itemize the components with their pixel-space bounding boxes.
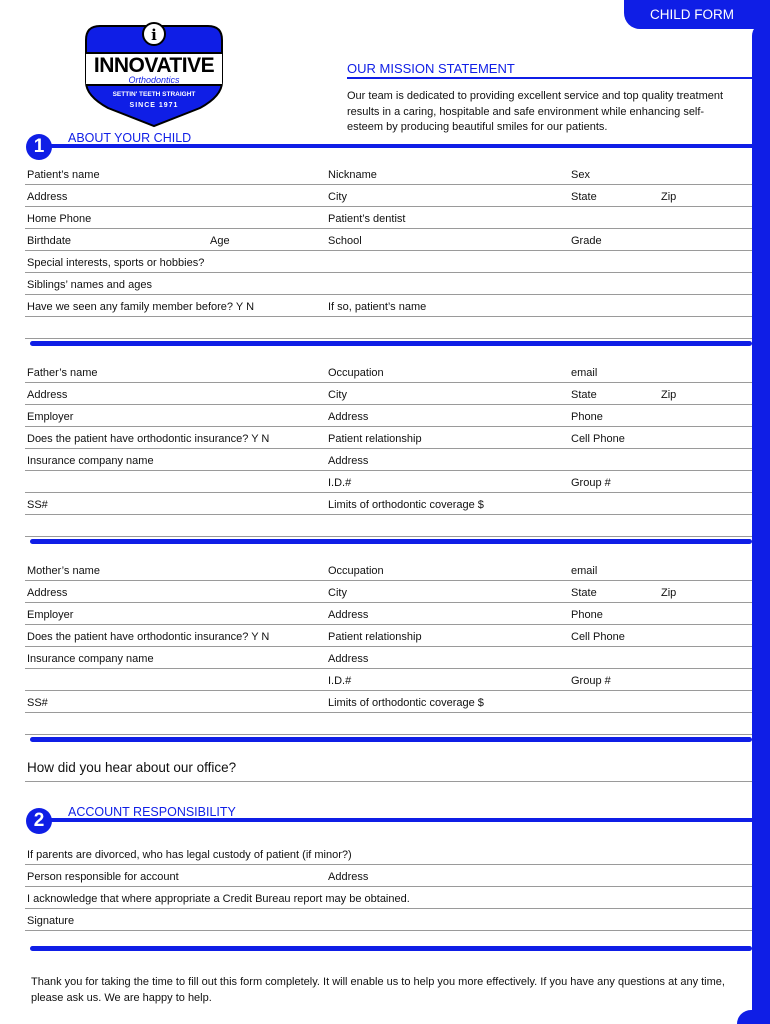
field-label: Have we seen any family member before? Y N [27, 301, 255, 313]
field-label: Address [27, 389, 68, 401]
field-label: Occupation [328, 565, 384, 577]
field-line [25, 781, 752, 782]
field-label: City [328, 587, 347, 599]
corner-cap [737, 1010, 770, 1024]
field-label: Patient relationship [328, 433, 422, 445]
field-label: Phone [571, 411, 603, 423]
field-input-line[interactable] [25, 294, 752, 295]
field-label: Sex [571, 169, 590, 181]
field-label: Address [328, 609, 369, 621]
referral-question[interactable]: How did you hear about our office? [27, 760, 237, 775]
section-divider [30, 737, 752, 742]
field-label: Patient relationship [328, 631, 422, 643]
field-input-line[interactable] [25, 908, 752, 909]
field-label: Home Phone [27, 213, 92, 225]
logo-name: INNOVATIVE [93, 54, 215, 77]
section-divider [30, 946, 752, 951]
field-input-line[interactable] [25, 580, 752, 581]
field-label: Person responsible for account [27, 871, 179, 883]
field-label: Patient’s dentist [328, 213, 406, 225]
field-label: Zip [661, 587, 677, 599]
field-input-line[interactable] [25, 492, 752, 493]
field-input-line[interactable] [25, 602, 752, 603]
field-label: Grade [571, 235, 602, 247]
field-input-line[interactable] [25, 536, 752, 537]
section1-number: 1 [26, 134, 52, 160]
field-input-line[interactable] [25, 514, 752, 515]
field-label: Group # [571, 477, 611, 489]
field-input-line[interactable] [25, 470, 752, 471]
field-input-line[interactable] [25, 646, 752, 647]
right-border-frame [752, 22, 770, 1024]
field-label: SS# [27, 499, 48, 511]
field-label: I.D.# [328, 477, 352, 489]
field-input-line[interactable] [25, 624, 752, 625]
section1-title: ABOUT YOUR CHILD [68, 131, 192, 145]
field-label: Phone [571, 609, 603, 621]
field-label: email [571, 565, 598, 577]
field-input-line[interactable] [25, 184, 752, 185]
logo-badge-letter: i [151, 26, 157, 44]
field-label: Address [328, 871, 369, 883]
field-label: If parents are divorced, who has legal custody of patient (if minor?) [27, 849, 352, 861]
field-label: Address [328, 653, 369, 665]
field-label: State [571, 389, 597, 401]
field-label: Limits of orthodontic coverage $ [328, 697, 484, 709]
logo-subtitle: Orthodontics [128, 75, 180, 85]
field-label: Patient’s name [27, 169, 100, 181]
section-divider [30, 539, 752, 544]
logo-since: SINCE 1971 [129, 102, 179, 109]
field-input-line[interactable] [25, 228, 752, 229]
field-label: Address [27, 191, 68, 203]
mission-title: OUR MISSION STATEMENT [347, 61, 752, 79]
section2-number: 2 [26, 808, 52, 834]
field-label: State [571, 191, 597, 203]
field-input-line[interactable] [25, 404, 752, 405]
field-label: Cell Phone [571, 433, 625, 445]
field-input-line[interactable] [25, 382, 752, 383]
field-label: Does the patient have orthodontic insurance? Y N [27, 631, 270, 643]
field-input-line[interactable] [25, 668, 752, 669]
field-input-line[interactable] [25, 734, 752, 735]
section2-title: ACCOUNT RESPONSIBILITY [68, 805, 236, 819]
field-label: Employer [27, 411, 74, 423]
field-input-line[interactable] [25, 338, 752, 339]
field-label: Siblings’ names and ages [27, 279, 152, 291]
field-input-line[interactable] [25, 206, 752, 207]
field-label: Insurance company name [27, 653, 154, 665]
field-label: If so, patient’s name [328, 301, 427, 313]
field-label: Special interests, sports or hobbies? [27, 257, 205, 269]
field-label: Address [27, 587, 68, 599]
logo-tagline: SETTIN' TEETH STRAIGHT [112, 91, 196, 98]
field-input-line[interactable] [25, 712, 752, 713]
field-input-line[interactable] [25, 448, 752, 449]
field-label: Address [328, 455, 369, 467]
field-input-line[interactable] [25, 272, 752, 273]
field-label: State [571, 587, 597, 599]
field-label: Mother’s name [27, 565, 100, 577]
field-label: Does the patient have orthodontic insurance? Y N [27, 433, 270, 445]
field-label: City [328, 191, 347, 203]
field-label: Occupation [328, 367, 384, 379]
field-input-line[interactable] [25, 690, 752, 691]
field-label: SS# [27, 697, 48, 709]
form-type-tab: CHILD FORM [624, 0, 770, 29]
field-input-line[interactable] [25, 316, 752, 317]
field-label: I.D.# [328, 675, 352, 687]
mission-text: Our team is dedicated to providing excellent service and top quality treatment results in a caring, hospitable and safe environment while enhancing self-esteem by producing beautiful smiles for our patients. [347, 90, 724, 133]
field-label: Birthdate [27, 235, 72, 247]
field-label: Insurance company name [27, 455, 154, 467]
field-label: City [328, 389, 347, 401]
field-label: I acknowledge that where appropriate a Credit Bureau report may be obtained. [27, 893, 410, 905]
footer-note: Thank you for taking the time to fill out this form completely. It will enable us to help you more effectively. If you have any questions at any time, please ask us. We are happy to help. [31, 976, 725, 1004]
field-label: Address [328, 411, 369, 423]
field-label: Father’s name [27, 367, 98, 379]
field-label: School [328, 235, 362, 247]
field-input-line[interactable] [25, 930, 752, 931]
field-input-line[interactable] [25, 864, 752, 865]
field-label: Limits of orthodontic coverage $ [328, 499, 484, 511]
field-label: Signature [27, 915, 75, 927]
practice-logo [80, 12, 228, 128]
field-label: Group # [571, 675, 611, 687]
field-label: Cell Phone [571, 631, 625, 643]
field-label: Age [210, 235, 230, 247]
field-input-line[interactable] [25, 250, 752, 251]
field-label: Zip [661, 191, 677, 203]
field-label: email [571, 367, 598, 379]
section-divider [30, 341, 752, 346]
field-label: Zip [661, 389, 677, 401]
field-label: Employer [27, 609, 74, 621]
field-label: Nickname [328, 169, 377, 181]
field-input-line[interactable] [25, 886, 752, 887]
field-input-line[interactable] [25, 426, 752, 427]
